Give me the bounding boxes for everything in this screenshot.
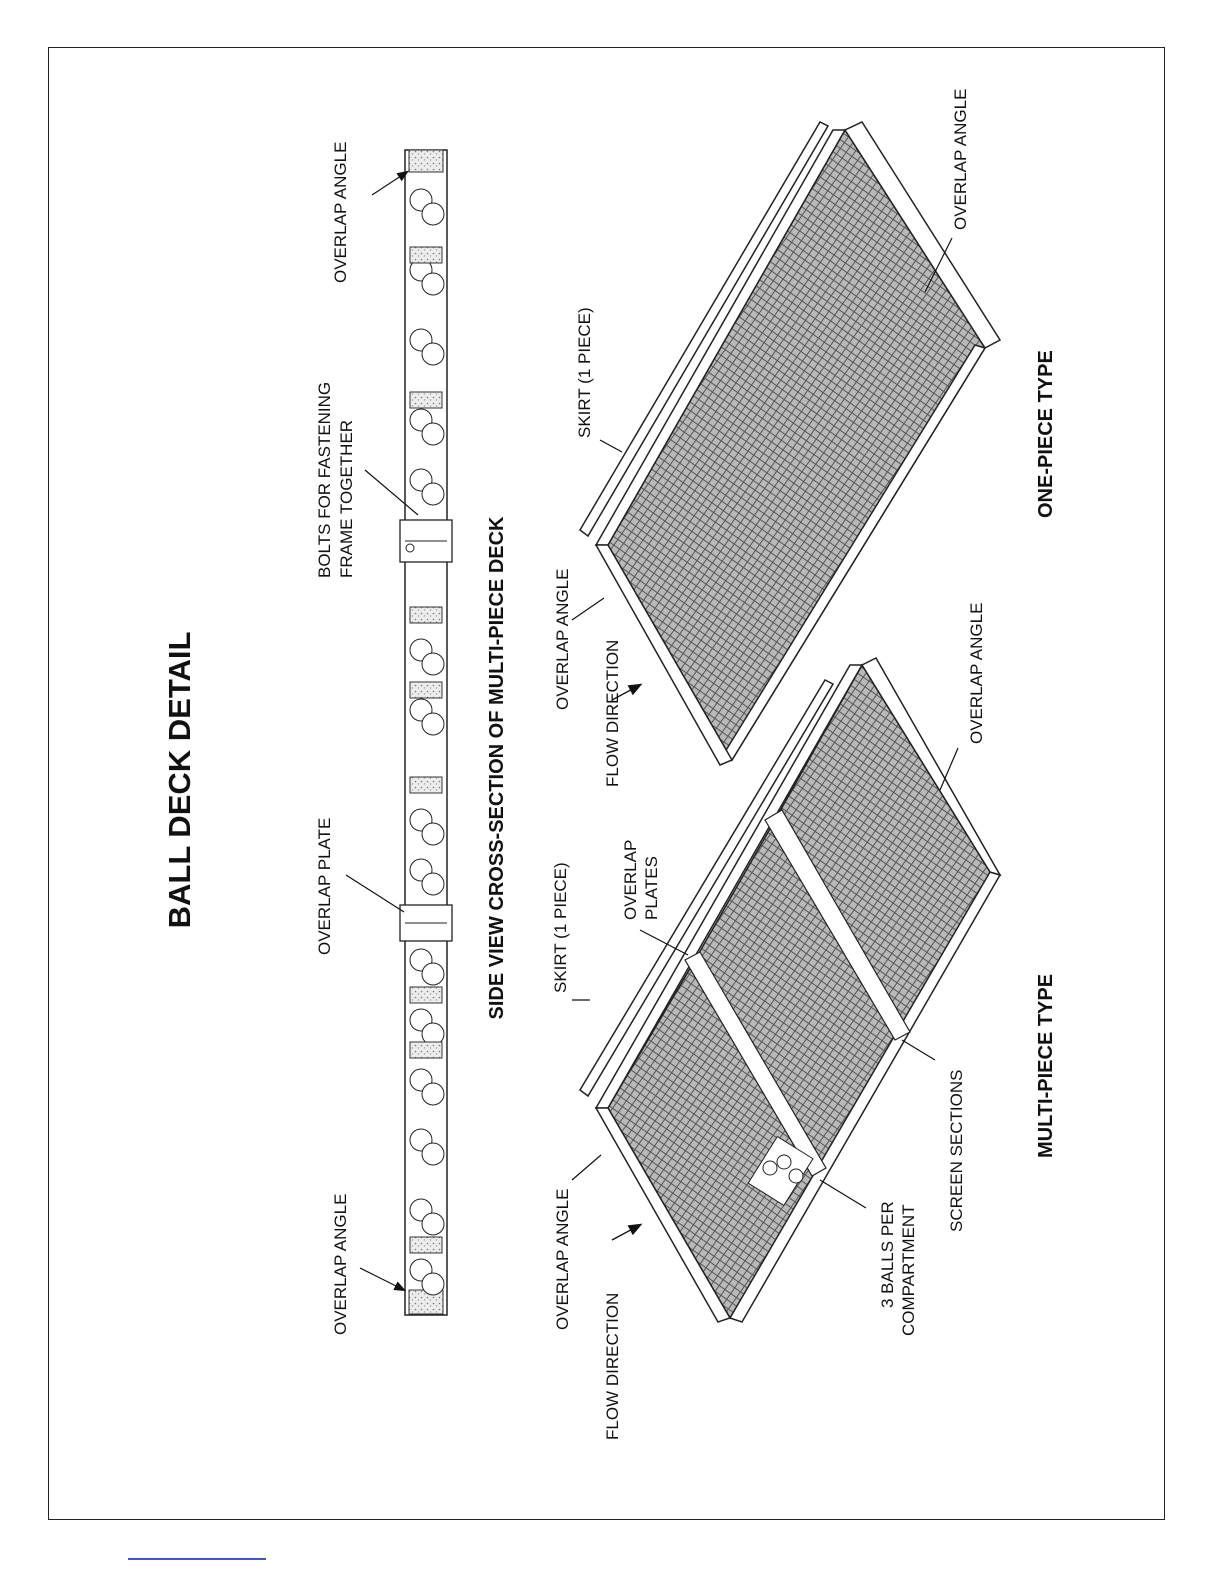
side-view-strip [400, 150, 452, 1315]
label-balls-line2: COMPARTMENT [899, 1204, 918, 1336]
leader-multi-overlap-angle-left [572, 1155, 601, 1180]
side-ball-13-1 [422, 273, 444, 295]
label-overlap-angle-side-right: OVERLAP ANGLE [331, 141, 350, 283]
label-bolts-line2: FRAME TOGETHER [337, 419, 356, 578]
one-piece-deck [580, 122, 1000, 765]
multi-piece-deck [580, 658, 1000, 1322]
side-ball-14-1 [422, 203, 444, 225]
label-one-overlap-angle-right: OVERLAP ANGLE [951, 88, 970, 230]
one-piece-heading: ONE-PIECE TYPE [1035, 350, 1057, 518]
leader-overlap-angle-right [372, 172, 407, 195]
side-ball-9-1 [422, 653, 444, 675]
footer-link-underline [128, 1558, 266, 1560]
leader-one-skirt [600, 440, 622, 452]
side-divider-2 [410, 987, 442, 1003]
side-divider-5 [410, 607, 442, 623]
label-multi-overlap-angle-right: OVERLAP ANGLE [967, 602, 986, 744]
side-ball-5-1 [422, 963, 444, 985]
leader-overlap-plate [346, 875, 404, 912]
label-flow-direction-one: FLOW DIRECTION [603, 639, 622, 787]
side-ball-3-1 [422, 1083, 444, 1105]
label-overlap-plates-line1: OVERLAP [621, 839, 640, 920]
side-ball-7-1 [422, 823, 444, 845]
side-ball-6-1 [422, 873, 444, 895]
side-divider-1 [410, 1042, 442, 1058]
side-divider-3 [410, 777, 442, 793]
label-flow-direction-multi: FLOW DIRECTION [603, 1292, 622, 1440]
leader-screen-sections [902, 1040, 935, 1060]
side-ball-8-1 [422, 713, 444, 735]
label-multi-overlap-angle-left: OVERLAP ANGLE [553, 1188, 572, 1330]
side-ball-12-1 [422, 343, 444, 365]
side-view-heading: SIDE VIEW CROSS-SECTION OF MULTI-PIECE DECK [486, 516, 508, 1020]
side-ball-0-1 [422, 1273, 444, 1295]
page-title: BALL DECK DETAIL [162, 631, 197, 929]
label-overlap-plates-line2: PLATES [642, 856, 661, 920]
leader-multi-overlap-angle-right [940, 748, 958, 790]
label-one-skirt: SKIRT (1 PIECE) [575, 307, 594, 438]
label-bolts-line1: BOLTS FOR FASTENING [315, 381, 334, 578]
label-overlap-angle-side-left: OVERLAP ANGLE [331, 1193, 350, 1335]
leader-balls [820, 1180, 866, 1208]
side-divider-6 [410, 392, 442, 408]
side-divider-0 [410, 1237, 442, 1253]
flow-arrow-multi [612, 1225, 640, 1240]
side-ball-1-1 [422, 1213, 444, 1235]
side-divider-4 [410, 682, 442, 698]
label-one-overlap-angle-left: OVERLAP ANGLE [553, 568, 572, 710]
side-ball-11-1 [422, 423, 444, 445]
side-divider-7 [410, 247, 442, 263]
leader-overlap-angle-left [360, 1268, 404, 1290]
multi-piece-heading: MULTI-PIECE TYPE [1035, 973, 1057, 1158]
side-ball-10-1 [422, 483, 444, 505]
side-ball-2-1 [422, 1143, 444, 1165]
label-overlap-plate: OVERLAP PLATE [315, 817, 334, 955]
leader-one-overlap-angle-left [572, 598, 604, 620]
label-multi-skirt: SKIRT (1 PIECE) [551, 862, 570, 993]
label-screen-sections: SCREEN SECTIONS [947, 1069, 966, 1232]
label-balls-line1: 3 BALLS PER [878, 1201, 897, 1308]
